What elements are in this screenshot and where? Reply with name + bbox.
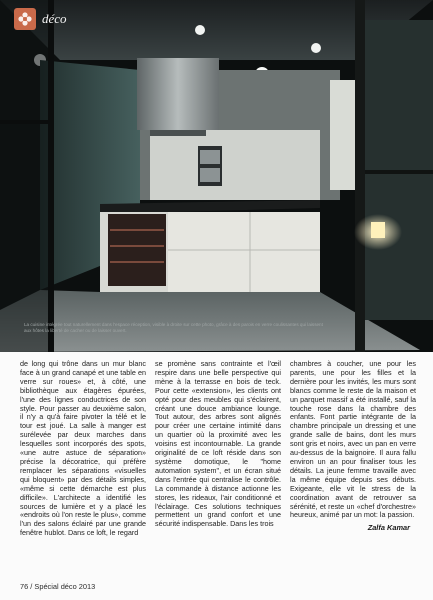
- author-signature: Zalfa Kamar: [367, 523, 410, 533]
- page-footer: [20, 582, 95, 591]
- photo-caption: La cuisine intégrée tout naturellement dans l'espace réception, visible à droite sur cette photo, grâce à des parois en verre coulissantes qui laissent aux hôtes la liberté de cacher ou de laisser ouvert.: [24, 322, 323, 333]
- article-paragraph: de long qui trône dans un mur blanc face à un grand canapé et une table en verre sur roues» et, à côté, une bibliothèque aux étagères épurées, l'une des lignes conductrices de son style. Pour passer au deuxième salon, il n'y a qu'à faire pivoter la télé et le tour est joué. La salle à manger est surélevée par deux marches dans lesquelles sont incorporés des spots, «une autre astuce de séparation» précise la décoratrice, qui préfère remplacer les séparations «visuelles qui bloquent» par des détails simples, «même si cette démarche est plus difficile». L'architecte a identifié les sources de lumière et y a placé les «endroits où l'on reste le plus», comme l'un des salons éclairé par une grande fenêtre hublot. Dans ce loft, le regard: [20, 360, 146, 538]
- article-paragraph: se promène sans contrainte et l'œil respire dans une belle perspective qui mène à la terrasse en bois de teck. Pour cette «extension», les clients ont opté pour des meubles qui s'éclairent, créant une douce ambiance lounge. Tout autour, des arbres sont alignés pour créer une certaine intimité dans un quartier où la proximité avec les voisins est incontournable. La grande originalité de ce loft réside dans son système domotique, le "home automation system", et un écran situé dans l'entrée qui centralise le contrôle. La commande à distance actionne les stores, les rideaux, l'air conditionné et l'éclairage. Ces solutions techniques permettent un grand confort et une sécurité indispensable. Dans les trois: [155, 360, 281, 529]
- section-name: déco: [42, 11, 67, 26]
- flower-logo-icon: [14, 8, 36, 30]
- article-column-1: [20, 360, 146, 560]
- section-tag: [14, 8, 67, 30]
- footer-separator: /: [30, 582, 35, 591]
- article-column-2: [155, 360, 281, 560]
- article-paragraph: chambres à coucher, une pour les parents, une pour les filles et la dernière pour les invités, les murs sont blancs comme le reste de la maison et un parquet massif a été installé, sauf la touche rose dans la chambre des enfants. Font partie intégrante de la chambre principale un dressing et une grande salle de bains, dont les murs sont gris et noirs, avec un pan en verre au-dessus de la baignoire. Il aura fallu environ un an pour finaliser tous les détails. La jeune femme travaille avec la même équipe depuis ses débuts. Exigeante, elle vit le stress de la coordination avant de retrouver sa sérénité, et reste un «chef d'orchestre» heureux, animé par un mot: la passion.: [290, 360, 416, 520]
- publication-name: Spécial déco 2013: [34, 582, 96, 591]
- article-body: [20, 360, 416, 560]
- page-number: 76: [20, 582, 29, 591]
- article-column-3: [290, 360, 416, 560]
